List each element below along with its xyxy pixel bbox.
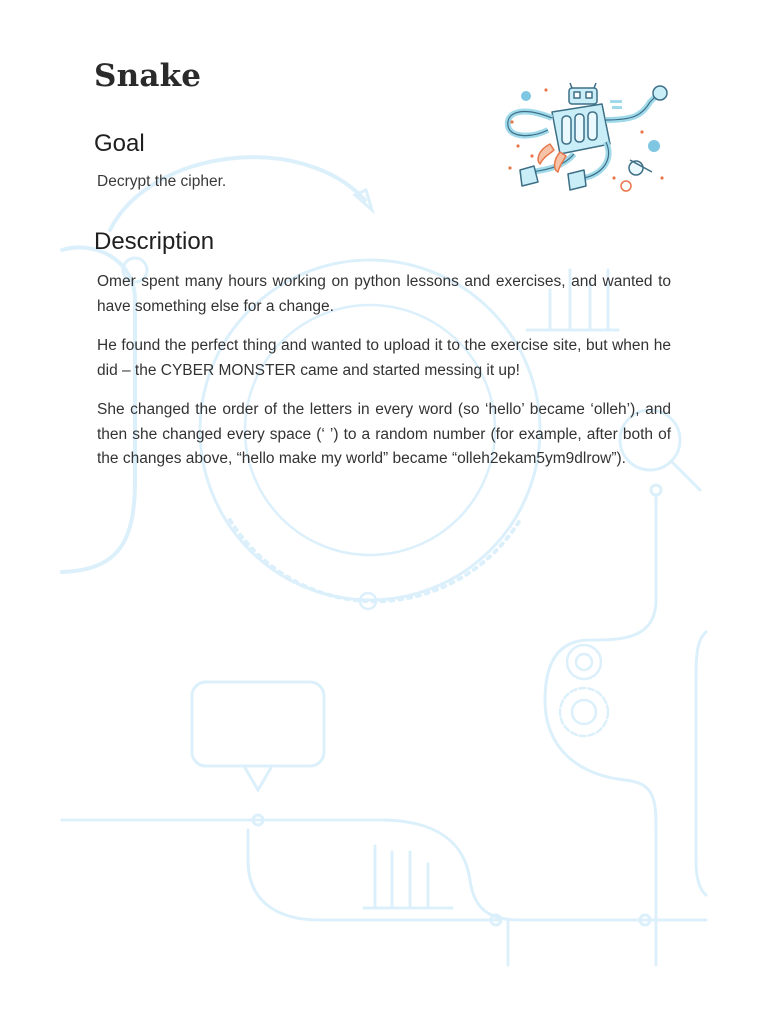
page-title: Snake [94, 58, 202, 94]
description-paragraph-1: Omer spent many hours working on python lessons and exercises, and wanted to have something else for a change. [97, 273, 671, 315]
goal-text: Decrypt the cipher. [97, 173, 227, 190]
goal-heading: Goal [94, 130, 145, 157]
description-paragraph-2: He found the perfect thing and wanted to upload it to the exercise site, but when he did – the CYBER MONSTER came and started messing it up! [97, 337, 671, 379]
robot-illustration [502, 82, 672, 198]
description-heading: Description [94, 228, 215, 255]
description-paragraph-3: She changed the order of the letters in every word (so ‘hello’ became ‘olleh’), and then she changed every space (‘ ’) to a random number (for example, after both of the changes above, “hello make my world” became “olleh2ekam5ym9dlrow”). [97, 401, 671, 467]
